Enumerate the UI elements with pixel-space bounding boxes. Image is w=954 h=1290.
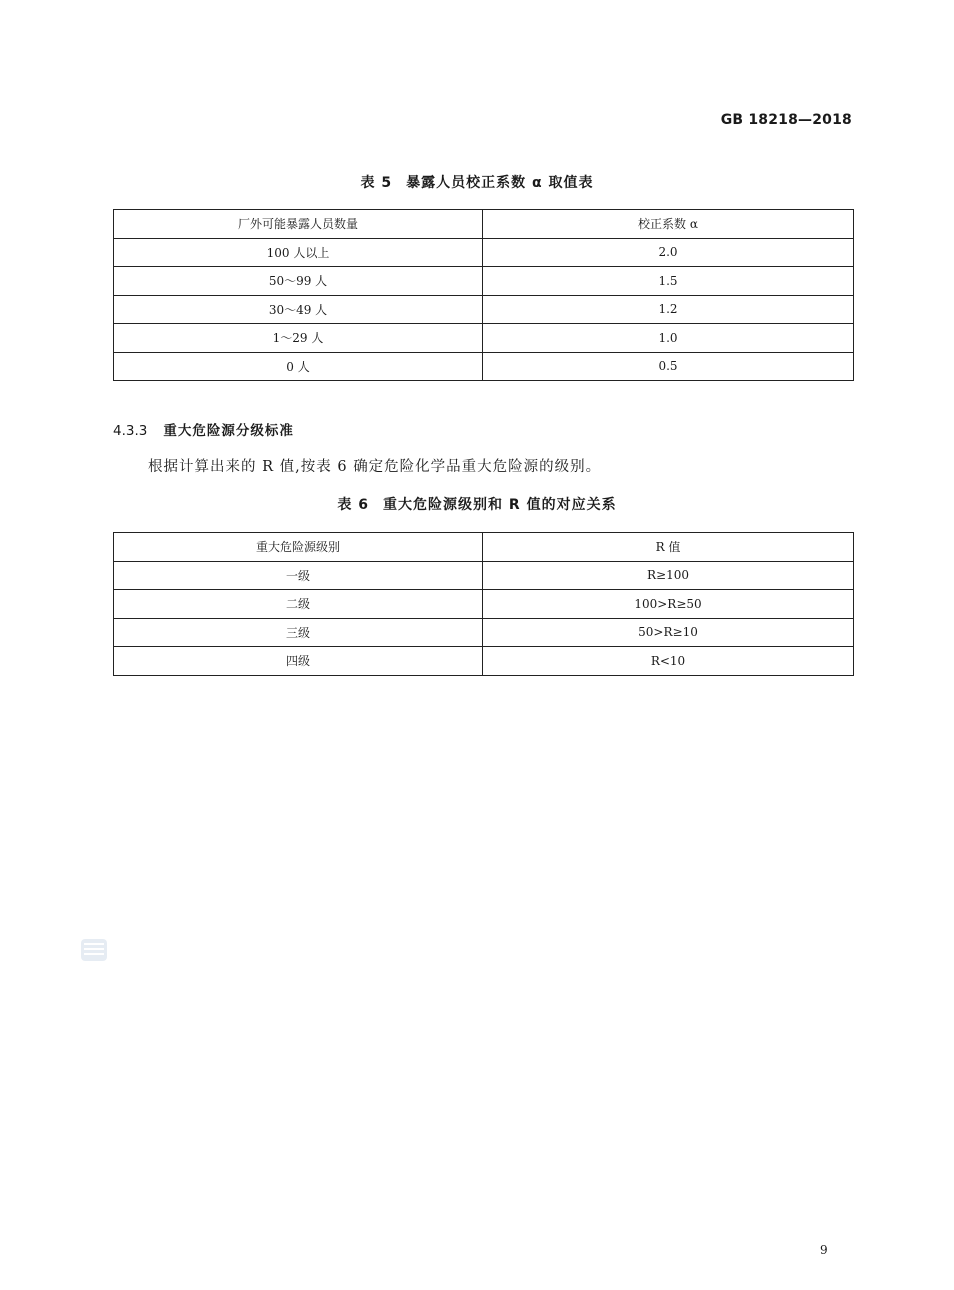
standards-logo-icon — [81, 939, 107, 961]
table-cell: 0.5 — [483, 352, 854, 381]
table-cell: R≥100 — [483, 561, 854, 590]
table-row — [114, 324, 854, 353]
section-body: 根据计算出来的 R 值,按表 6 确定危险化学品重大危险源的级别。 — [148, 459, 602, 475]
table6-caption — [0, 494, 954, 514]
column-header: 校正系数 α — [483, 210, 854, 239]
table-cell: 1.5 — [483, 267, 854, 296]
table-cell: 一级 — [114, 561, 483, 590]
table-cell: 100>R≥50 — [483, 590, 854, 619]
column-header: 厂外可能暴露人员数量 — [114, 210, 483, 239]
table-row — [114, 238, 854, 267]
table-cell: 三级 — [114, 618, 483, 647]
column-header: 重大危险源级别 — [114, 533, 483, 562]
table-cell: 0 人 — [114, 352, 483, 381]
page-number: 9 — [820, 1243, 828, 1257]
table-header-row — [114, 533, 854, 562]
section-heading — [113, 419, 294, 439]
table-cell: R<10 — [483, 647, 854, 676]
table-cell: 100 人以上 — [114, 238, 483, 267]
table-cell: 50～99 人 — [114, 267, 483, 296]
table-cell: 1.0 — [483, 324, 854, 353]
table-row — [114, 267, 854, 296]
table-cell: 四级 — [114, 647, 483, 676]
column-header: R 值 — [483, 533, 854, 562]
table5-title: 暴露人员校正系数 α 取值表 — [406, 175, 594, 191]
table-header-row — [114, 210, 854, 239]
table6-title: 重大危险源级别和 R 值的对应关系 — [383, 497, 617, 513]
standard-number: GB 18218—2018 — [720, 112, 852, 128]
table-cell: 1.2 — [483, 295, 854, 324]
table6-number: 表 6 — [337, 497, 370, 513]
table5-caption — [0, 172, 954, 192]
table-cell: 2.0 — [483, 238, 854, 267]
table6-hazard-level — [113, 532, 854, 676]
table-row — [114, 647, 854, 676]
table-cell: 二级 — [114, 590, 483, 619]
table-cell: 30～49 人 — [114, 295, 483, 324]
section-title: 重大危险源分级标准 — [163, 423, 294, 439]
table-row — [114, 295, 854, 324]
table-row — [114, 352, 854, 381]
table-cell: 1～29 人 — [114, 324, 483, 353]
table-cell: 50>R≥10 — [483, 618, 854, 647]
table-row — [114, 590, 854, 619]
section-number: 4.3.3 — [113, 423, 148, 439]
table5-exposure-correction — [113, 209, 854, 381]
table5-number: 表 5 — [360, 175, 393, 191]
table-row — [114, 561, 854, 590]
table-row — [114, 618, 854, 647]
